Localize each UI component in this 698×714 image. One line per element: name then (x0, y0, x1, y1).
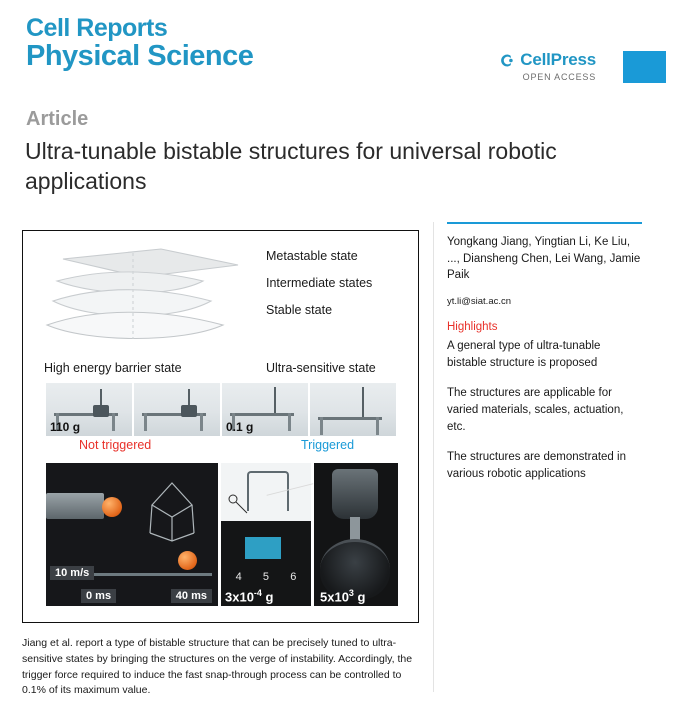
publisher-block (498, 50, 596, 82)
photo-cell-110g (46, 383, 132, 436)
micro-force-mantissa: 3x10 (225, 589, 254, 604)
page-title: Ultra-tunable bistable structures for universal robotic applications (25, 138, 557, 195)
section-header-ultra-sensitive: Ultra-sensitive state (266, 361, 376, 375)
micro-force-value (225, 588, 274, 604)
pointer-marker-icon (225, 491, 251, 517)
state-label-stable: Stable state (266, 303, 333, 317)
micro-force-exponent: -4 (253, 587, 262, 598)
section-header-high-energy: High energy barrier state (44, 361, 182, 375)
micro-force-photo (221, 463, 311, 606)
scale-photo-lower (221, 521, 311, 606)
author-highlights-column (447, 222, 642, 497)
bistable-sheet-diagram-icon (33, 239, 263, 347)
post-shape (288, 413, 291, 431)
heavy-load-unit: g (353, 589, 366, 604)
post-shape (144, 413, 147, 431)
graphical-abstract-section-headers (23, 361, 418, 381)
scale-tick-6: 6 (290, 571, 297, 583)
trigger-result-row (23, 438, 418, 456)
publisher-name: CellPress (520, 50, 596, 69)
time-end-tag: 40 ms (171, 589, 212, 603)
highlight-item-3: The structures are demonstrated in various robotic applications (447, 451, 626, 481)
state-label-intermediate: Intermediate states (266, 276, 373, 290)
correspondence-email[interactable]: yt.li@siat.ac.cn (447, 296, 512, 308)
cellpress-logo (498, 50, 596, 70)
scale-tick-5: 5 (262, 571, 270, 583)
speed-tag: 10 m/s (50, 566, 94, 580)
column-rule (447, 222, 642, 224)
journal-masthead (26, 16, 666, 86)
journal-color-block (623, 51, 666, 83)
beam-shape (318, 417, 382, 420)
impact-photo (46, 463, 218, 606)
post-shape (112, 413, 115, 431)
weight-shape (181, 405, 197, 417)
article-type-label: Article (26, 108, 89, 130)
specimen-block-shape (245, 537, 281, 559)
hook-shape (274, 387, 276, 413)
post-shape (320, 417, 323, 435)
photo-cell-01g (222, 383, 308, 436)
beam-shape (230, 413, 294, 416)
launcher-tube-shape (46, 493, 104, 519)
author-list: Yongkang Jiang, Yingtian Li, Ke Liu, ..., Diansheng Chen, Lei Wang, Jamie Paik (447, 236, 641, 282)
scale-ticks (225, 570, 307, 584)
cellpress-mark-icon (498, 52, 515, 69)
photo-cell-after-2 (310, 383, 396, 436)
result-not-triggered: Not triggered (79, 438, 152, 452)
mass-label: 110 g (50, 420, 81, 434)
gripper-shape (332, 469, 378, 519)
mass-label: 0.1 g (226, 420, 254, 434)
abstract-caption: Jiang et al. report a type of bistable structure that can be precisely tuned to ultra-sensitive states by bringing the structures on the verge of instability. Accordingly, the trigger force required to induce the fast snap-through process can be controlled to 0.1% of its maximum value. (22, 637, 413, 697)
projectile-ball-final-shape (178, 551, 197, 570)
post-shape (376, 417, 379, 435)
heavy-load-value (320, 588, 366, 604)
heavy-load-mantissa: 5x10 (320, 589, 349, 604)
bistable-structure-shape (144, 481, 200, 543)
photo-cell-after-1 (134, 383, 220, 436)
weight-shape (93, 405, 109, 417)
highlight-item-1: A general type of ultra-tunable bistable structure is proposed (447, 340, 601, 369)
hook-shape (362, 387, 364, 417)
projectile-ball-shape (102, 497, 122, 517)
heavy-load-photo (314, 463, 398, 606)
highlights-heading: Highlights (447, 321, 498, 334)
clip-photo-upper (221, 463, 311, 521)
highlight-item-2: The structures are applicable for varied materials, scales, actuation, etc. (447, 387, 624, 433)
column-divider (433, 222, 434, 692)
journal-title-line1: Cell Reports (26, 14, 168, 42)
micro-force-unit: g (261, 589, 274, 604)
graphical-abstract (22, 230, 419, 623)
experiment-photo-row (46, 383, 398, 436)
post-shape (200, 413, 203, 431)
open-access-label: OPEN ACCESS (522, 72, 596, 82)
heavy-load-exponent: 3 (348, 587, 354, 598)
scale-tick-4: 4 (235, 571, 242, 583)
state-label-list (266, 249, 416, 330)
graphical-abstract-schematic (23, 231, 418, 351)
result-triggered: Triggered (301, 438, 355, 452)
state-label-metastable: Metastable state (266, 249, 358, 263)
journal-title-line2: Physical Science (26, 39, 254, 72)
time-start-tag: 0 ms (81, 589, 116, 603)
